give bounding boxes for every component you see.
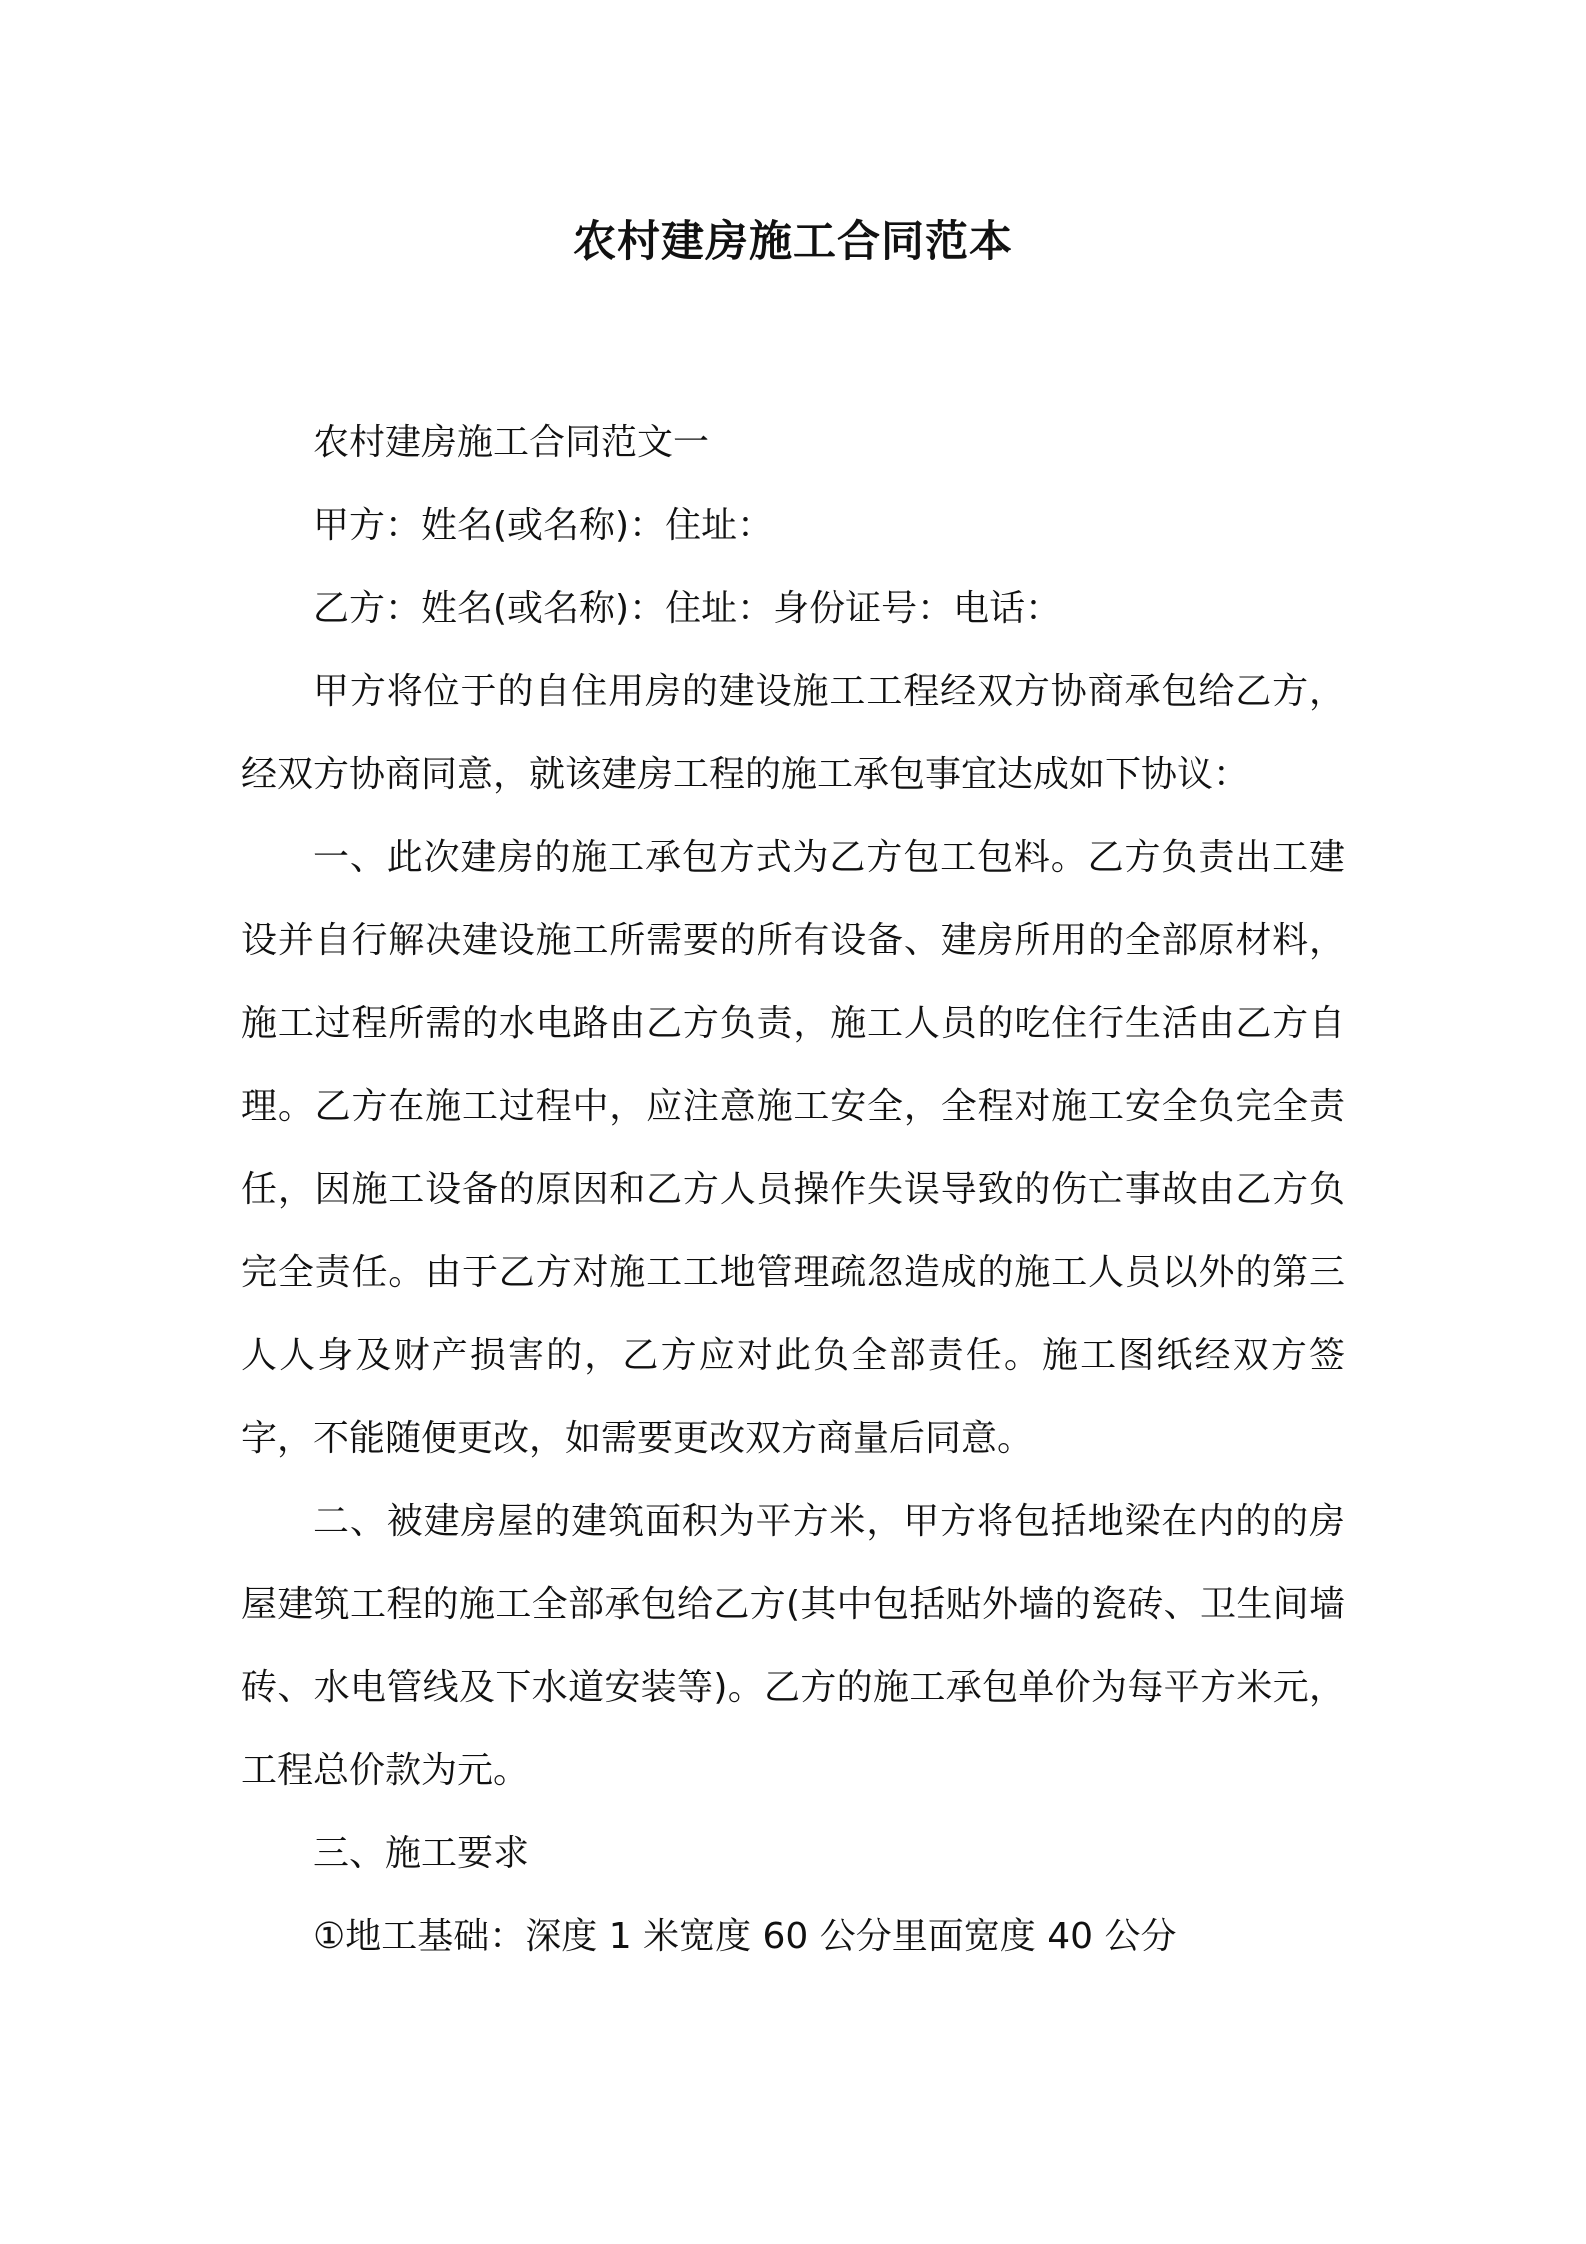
paragraph-foundation-requirement: ①地工基础：深度 1 米宽度 60 公分里面宽度 40 公分 — [313, 1916, 1177, 1957]
paragraph-clause-2: 二、被建房屋的建筑面积为平方米，甲方将包括地梁在内的的房屋建筑工程的施工全部承包给乙方(其中包括贴外墙的瓷砖、卫生间墙砖、水电管线及下水道安装等)。乙方的施工承包单价为每平方米元，工程总价款为元。 — [241, 1501, 1345, 1791]
paragraph-preamble: 甲方将位于的自住用房的建设施工工程经双方协商承包给乙方，经双方协商同意，就该建房工程的施工承包事宜达成如下协议： — [241, 671, 1345, 795]
paragraph-party-a: 甲方：姓名(或名称)：住址： — [313, 505, 774, 546]
paragraph-party-b: 乙方：姓名(或名称)：住址：身份证号：电话： — [313, 588, 1062, 629]
document-body — [241, 401, 1345, 1978]
document-title: 农村建房施工合同范本 — [573, 217, 1013, 267]
paragraph-subtitle: 农村建房施工合同范文一 — [313, 422, 710, 463]
paragraph-clause-3-heading: 三、施工要求 — [313, 1833, 530, 1874]
paragraph-clause-1: 一、此次建房的施工承包方式为乙方包工包料。乙方负责出工建设并自行解决建设施工所需要的所有设备、建房所用的全部原材料，施工过程所需的水电路由乙方负责，施工人员的吃住行生活由乙方自理。乙方在施工过程中，应注意施工安全，全程对施工安全负完全责任，因施工设备的原因和乙方人员操作失误导致的伤亡事故由乙方负完全责任。由于乙方对施工工地管理疏忽造成的施工人员以外的第三人人身及财产损害的，乙方应对此负全部责任。施工图纸经双方签字，不能随便更改，如需要更改双方商量后同意。 — [241, 837, 1345, 1459]
